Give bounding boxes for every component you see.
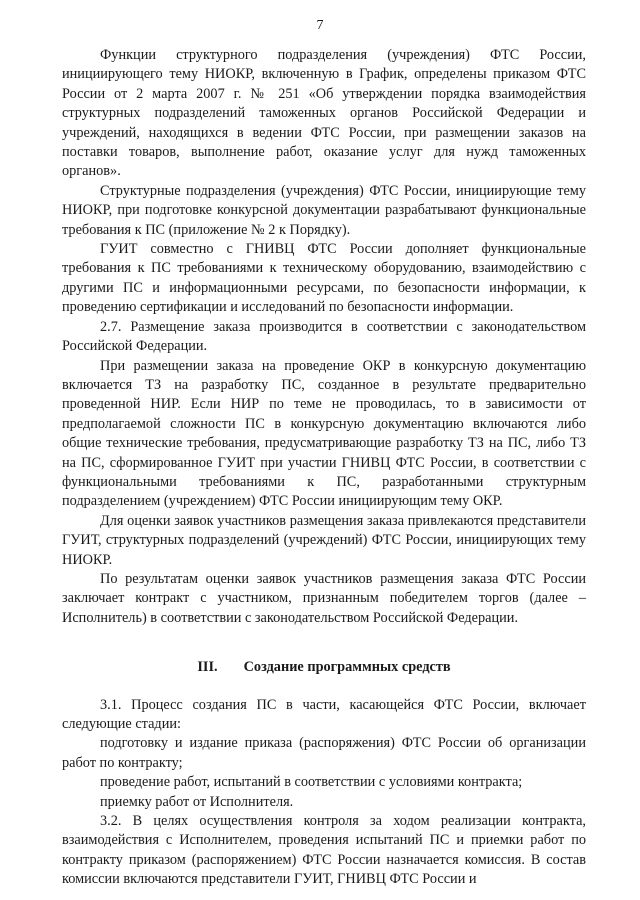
paragraph: По результатам оценки заявок участников размещения заказа ФТС России заключает контракт с участником, признанным победителем торгов (далее – Исполнитель) в соответствии с законодательством Российской Федерации. [62,570,586,626]
section-number: III. [197,659,218,676]
paragraph: Функции структурного подразделения (учреждения) ФТС России, инициирующего тему НИОКР, включенную в График, определены приказом ФТС России от 2 марта 2007 г. № 251 «Об утверждении порядка взаимодействия структурных подразделений таможенных органов Российской Федерации и учреждений, находящихся в ведении ФТС России, при размещении заказов на поставки товаров, выполнение работ, оказание услуг для нужд таможенных органов». [62,47,586,180]
page-number: 7 [316,18,324,33]
list-item: подготовку и издание приказа (распоряжения) ФТС России об организации работ по контракту; [62,735,586,771]
list-item: проведение работ, испытаний в соответствии с условиями контракта; [100,774,523,791]
paragraph: Структурные подразделения (учреждения) ФТС России, инициирующие тему НИОКР, при подготовке конкурсной документации разрабатывают функциональные требования к ПС (приложение № 2 к Порядку). [62,182,586,238]
paragraph: 3.1. Процесс создания ПС в части, касающейся ФТС России, включает следующие стадии: [62,696,586,732]
list-item: приемку работ от Исполнителя. [100,793,294,810]
spacer [62,628,586,658]
spacer [62,678,586,696]
paragraph: Для оценки заявок участников размещения заказа привлекаются представители ГУИТ, структурных подразделений (учреждений) ФТС России, инициирующих тему НИОКР. [62,512,586,568]
paragraph: ГУИТ совместно с ГНИВЦ ФТС России дополняет функциональные требования к ПС требованиями к техническому оборудованию, взаимодействию с другими ПС и информационными ресурсами, по безопасности информации, к проведению сертификации и исследований по безопасности информации. [62,241,586,316]
section-heading [62,658,586,677]
section-title: Создание программных средств [243,659,451,676]
paragraph: При размещении заказа на проведение ОКР в конкурсную документацию включается ТЗ на разработку ПС, созданное в результате предварительно проведенной НИР. Если НИР по теме не проводилась, то в зависимости от предполагаемой сложности ПС в конкурсную документацию включаются либо общие технические требования, предусматривающие разработку ТЗ на ПС, либо ТЗ на ПС, сформированное ГУИТ при участии ГНИВЦ ФТС России, в соответствии с функциональными требованиями к ПС, разработанными структурным подразделением (учреждением) ФТС России инициирующим тему ОКР. [62,357,586,510]
paragraph: 2.7. Размещение заказа производится в соответствии с законодательством Российской Федерации. [62,318,586,355]
document-body [62,46,586,890]
paragraph: 3.2. В целях осуществления контроля за ходом реализации контракта, взаимодействия с Исполнителем, проведения испытаний ПС и приемки работ по контракту приказом (распоряжением) ФТС России назначается комиссия. В состав комиссии включаются представители ГУИТ, ГНИВЦ ФТС России и [62,813,586,888]
